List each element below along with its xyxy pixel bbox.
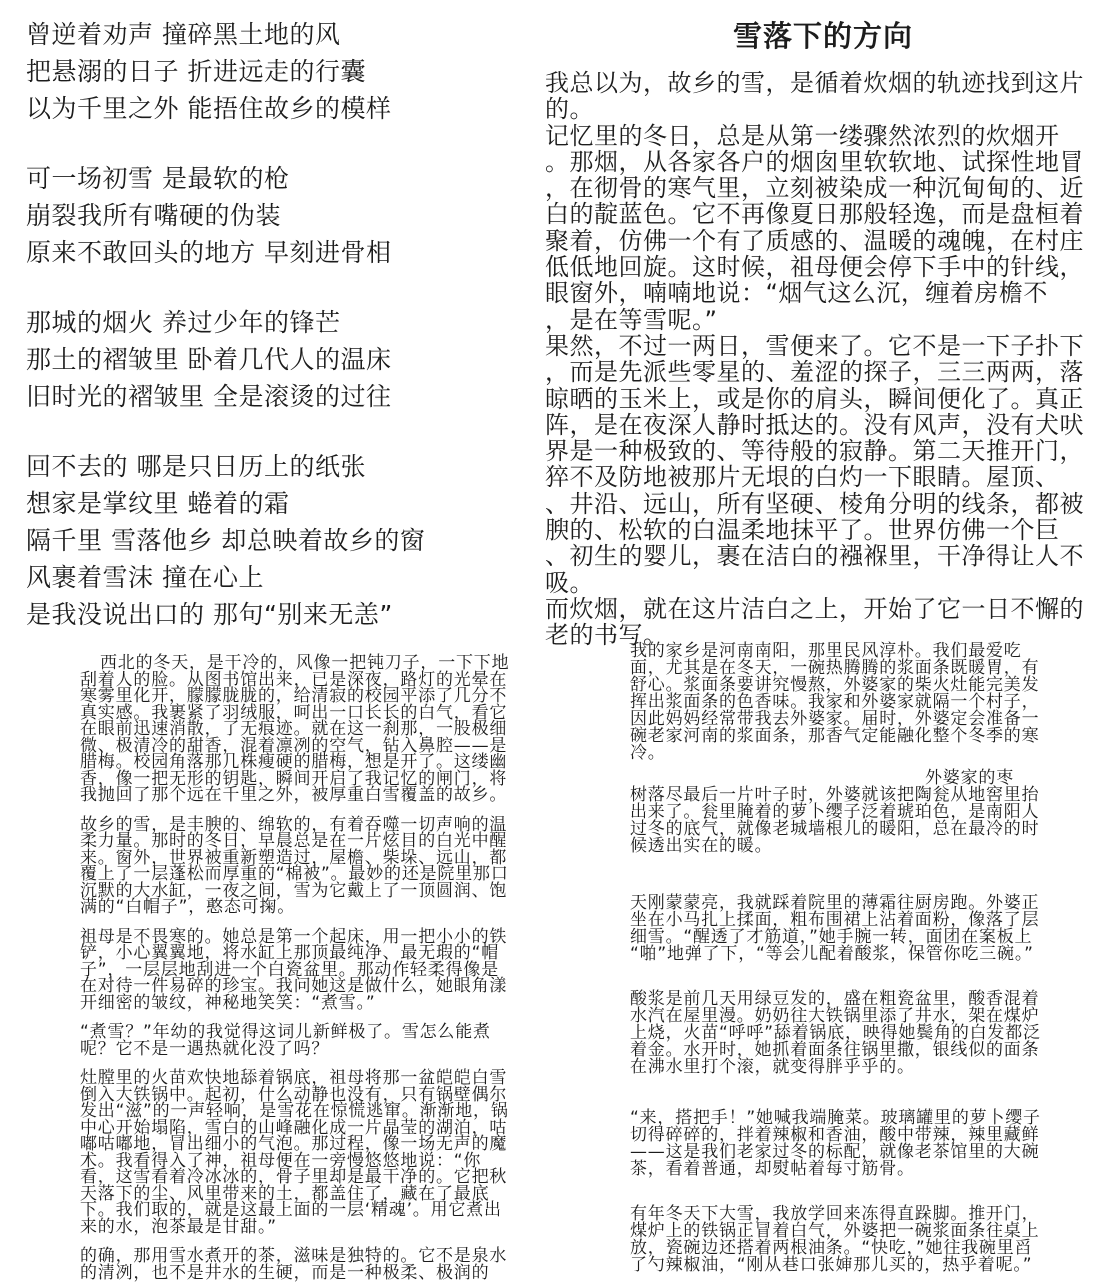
text-line: 细雪。“醒透了才筋道，”她手腕一转，面团在案板上 [630,926,1033,947]
text-line: 发出“滋”的一声轻响，是雪花在惊慌逃窜。渐渐地，锅 [80,1101,509,1121]
text-line: 的。 [545,95,594,124]
text-line: “煮雪？”年幼的我觉得这词儿新鲜极了。雪怎么能煮 [80,1022,491,1042]
text-line: 出来了。瓮里腌着的萝卜缨子泛着琥珀色，是南阳人 [630,801,1040,822]
text-line: 切得碎碎的，拌着辣椒和香油，酸中带辣，辣里藏鲜 [630,1124,1040,1145]
text-line: 上烧，火苗“呼呼”舔着锅底，映得她鬓角的白发都泛 [630,1022,1041,1043]
text-line: 老的书写。 [545,621,668,650]
text-line: 阵，是在夜深人静时抵达的。没有风声，没有犬吠 [545,410,1084,439]
text-line: 寒雾里化开，朦朦胧胧的，给清寂的校园平添了几分不 [80,686,508,706]
text-line: 术。我看得入了神，祖母便在一旁慢悠悠地说：“你 [80,1150,482,1171]
text-line: ——这是我们老家过冬的标配，就像老茶馆里的大碗 [630,1141,1040,1162]
text-line: 香，像一把无形的钥匙，瞬间开启了我记忆的闸门，将 [80,768,508,789]
text-line: 树落尽最后一片叶子时，外婆就该把陶瓮从地窖里抬 [630,784,1040,805]
text-line: 候透出实在的暖。 [630,835,773,856]
text-line: 满的“白帽子”，憨态可掬。 [80,897,296,917]
paragraph [80,1248,516,1281]
text-line: 中心开始塌陷，雪白的山峰融化成一片晶莹的湖泊，咕 [80,1117,508,1138]
text-line: 微、极清冷的甜香，混着凛冽的空气，钻入鼻腔——是 [80,735,508,756]
text-line: 坐在小马扎上揉面，粗布围裙上沾着面粉，像落了层 [630,909,1040,930]
text-line: 开细密的皱纹，神秘地笑笑：“煮雪。” [80,992,376,1013]
text-line: 嘟咕嘟地，冒出细小的气泡。那过程，像一场无声的魔 [80,1134,508,1154]
text-line: 沉默的大水缸，一夜之间，雪为它戴上了一顶圆润、饱 [80,880,508,901]
text-line: 柔力量。那时的冬日，早晨总是在一片炫目的白光中醒 [80,831,508,851]
poem-line: 把悬溺的日子 折进远走的行囊 [26,57,366,86]
text-line: 酸浆是前几天用绿豆发的，盛在粗瓷盆里，酸香混着 [630,988,1040,1009]
text-line: 有年冬天下大雪，我放学回来冻得直跺脚。推开门， [630,1203,1040,1224]
text-line: 挥出浆面条的色香味。我家和外婆家就隔一个村子， [630,691,1040,712]
text-line: 我抛回了那个远在千里之外，被厚重白雪覆盖的故乡。 [80,785,508,805]
text-line: 腴的、松软的白温柔地抹平了。世界仿佛一个巨 [545,516,1060,545]
text-line: 、井沿、远山，所有坚硬、棱角分明的线条，都被 [545,489,1084,518]
text-line: 过冬的底气，就像老城墙根儿的暖阳，总在最冷的时 [630,818,1040,839]
paragraph [630,892,1055,964]
poem-line: 崩裂我所有嘴硬的伪装 [26,201,282,230]
text-line: 外婆家的枣 [925,767,1014,788]
poem-line: 隔千里 雪落他乡 却总映着故乡的窗 [26,526,426,555]
text-line: ，是在等雪呢。” [545,305,718,334]
paragraph [80,1024,516,1057]
paragraph [630,1107,1055,1179]
poem-line: 旧时光的褶皱里 全是滚烫的过往 [26,382,392,411]
text-line: 煤炉上的铁锅正冒着白气，外婆把一碗浆面条往桌上 [630,1220,1040,1241]
text-line: 碗老家河南的浆面条，那香气定能融化整个冬季的寒 [630,725,1040,746]
paragraph [630,640,1055,763]
paragraph [80,1070,516,1235]
text-line: 倒入大铁锅中。起初，什么动静也没有，只有锅壁偶尔 [80,1084,508,1105]
poem-line: 回不去的 哪是只日历上的纸张 [26,452,366,481]
text-line: 腊梅。校园角落那几株瘦硬的腊梅，想是开了。这缕幽 [80,752,508,772]
paragraph [80,926,516,1013]
text-line: ，在彻骨的寒气里，立刻被染成一种沉甸甸的、近 [545,174,1084,203]
text-line: 在眼前迅速消散，了无痕迹。就在这一刹那，一股极细 [80,719,508,739]
text-line: 的清冽，也不是井水的生硬，而是一种极柔、极润的 [80,1262,490,1283]
text-line: 我总以为，故乡的雪，是循着炊烟的轨迹找到这片 [545,69,1084,97]
text-line: 在沸水里打个滚，就变得胖乎乎的。 [630,1056,915,1077]
text-line: 聚着，仿佛一个有了质感的、温暖的魂魄，在村庄 [545,226,1084,255]
text-line: 晾晒的玉米上，或是你的肩头，瞬间便化了。真正 [545,384,1084,413]
text-line: 面，尤其是在冬天，一碗热腾腾的浆面条既暖胃，有 [630,657,1040,678]
text-line: 、初生的婴儿，裹在洁白的襁褓里，干净得让人不 [545,542,1084,571]
text-line: 刮着人的脸。从图书馆出来，已是深夜，路灯的光晕在 [80,669,508,690]
poem-line: 是我没说出口的 那句“别来无恙” [26,600,393,629]
text-line: 了勺辣椒油，“刚从巷口张婶那儿买的，热乎着呢。” [630,1254,1033,1275]
poem-line: 风裹着雪沫 撞在心上 [26,563,264,592]
text-line: 覆上了一层蓬松而厚重的“棉被”。最妙的还是院里那口 [80,864,509,884]
text-line: 吸。 [545,568,594,597]
paragraph [80,814,516,917]
text-line: 灶膛里的火苗欢快地舔着锅底，祖母将那一盆皑皑白雪 [80,1068,508,1088]
text-line: 西北的冬天，是干冷的，风像一把钝刀子，一下下地 [100,653,510,673]
text-line: 因此妈妈经常带我去外婆家。届时，外婆定会准备一 [630,708,1040,729]
paragraph [80,655,516,804]
poem-line: 曾逆着劝声 撞碎黑土地的风 [26,20,341,49]
poem-line: 那土的褶皱里 卧着几代人的温床 [26,345,392,374]
text-line: 放，瓷碗边还搭着两根油条。“快吃，”她往我碗里舀 [630,1237,1033,1258]
text-line: 着金。水开时，她抓着面条往锅里撒，银线似的面条 [630,1039,1040,1060]
poem-stanza [26,304,425,415]
poem-stanza [26,16,425,127]
poem-line: 以为千里之外 能捂住故乡的模样 [26,94,392,123]
poem-stanza [26,448,425,633]
text-line: 界是一种极致的、等待般的寂静。第二天推开门， [545,437,1084,466]
right-column [545,16,1104,1274]
text-line: 看，这雪看着冷冰冰的，骨子里却是最干净的。它把秋 [80,1167,508,1187]
poem [26,16,425,633]
paragraph [630,767,1055,856]
left-essay [80,655,516,1281]
text-line: 来。窗外，世界被重新塑造过，屋檐、柴垛、远山，都 [80,847,508,868]
text-line: 呢？它不是一遇热就化没了吗？ [80,1038,330,1059]
text-line: 下。我们取的，就是这最上面的一层‘精魂’。用它煮出 [80,1200,502,1220]
text-line: 舒心。浆面条要讲究慢熬，外婆家的柴火灶能完美发 [630,674,1040,695]
poem-line: 想家是掌纹里 蜷着的霜 [26,489,290,518]
text-line: 茶，看着普通，却熨帖着每寸筋骨。 [630,1158,915,1179]
poem-line: 那城的烟火 养过少年的锋芒 [26,308,341,337]
text-line: 。那烟，从各家各户的烟囱里软软地、试探性地冒 [545,147,1084,176]
poem-line: 原来不敢回头的地方 早刻进骨相 [26,238,392,267]
text-line: 故乡的雪，是丰腴的、绵软的，有着吞噬一切声响的温 [80,814,508,835]
text-line: 我的家乡是河南南阳，那里民风淳朴。我们最爱吃 [630,640,1022,661]
text-line: 子”，一层层地刮进一个白瓷盆里。那动作轻柔得像是 [80,959,500,980]
text-line: 猝不及防地被那片无垠的白灼一下眼睛。屋顶、 [545,463,1060,492]
text-line: 而炊烟，就在这片洁白之上，开始了它一日不懈的 [545,594,1084,623]
poem-line: 可一场初雪 是最软的枪 [26,164,290,193]
essay-title: 雪落下的方向 [732,19,913,53]
text-line: 祖母是不畏寒的。她总是第一个起床，用一把小小的铁 [80,926,508,947]
text-line: 天落下的尘、风里带来的土，都盖住了，藏在了最底 [80,1183,490,1204]
text-line: 低低地回旋。这时候，祖母便会停下手中的针线， [545,253,1084,282]
text-line: 天刚蒙蒙亮，我就踩着院里的薄霜往厨房跑。外婆正 [630,892,1040,913]
right-main-text [545,70,1104,649]
text-line: “来，搭把手！”她喊我端腌菜。玻璃罐里的萝卜缨子 [630,1107,1041,1128]
text-line: 冷。 [630,742,666,763]
text-line: 来的水，泡茶最是甘甜。” [80,1216,277,1237]
paragraph [630,988,1055,1077]
text-line: 记忆里的冬日，总是从第一缕骤然浓烈的炊烟开 [545,121,1060,150]
text-line: 真实感。我裹紧了羽绒服，呵出一口长长的白气，看它 [80,702,508,723]
text-line: ，而是先派些零星的、羞涩的探子，三三两两，落 [545,358,1084,387]
text-line: 铲，小心翼翼地，将水缸上那顶最纯净、最无瑕的“帽 [80,943,500,963]
text-line: 水汽在屋里漫。奶奶往大铁锅里添了井水，架在煤炉 [630,1005,1040,1026]
text-line: 在对待一件易碎的珍宝。我问她这是做什么，她眼角漾 [80,976,508,996]
text-line: “啪”地弹了下，“等会儿配着酸浆，保管你吃三碗。” [630,943,1034,964]
right-essay [630,640,1055,1275]
text-line: 的确，那用雪水煮开的茶，滋味是独特的。它不是泉水 [80,1246,508,1266]
text-line: 白的靛蓝色。它不再像夏日那般轻逸，而是盘桓着 [545,200,1084,229]
paragraph [630,1203,1055,1275]
text-line: 眼窗外，喃喃地说：“烟气这么沉，缠着房檐不 [545,279,1048,308]
text-line: 果然，不过一两日，雪便来了。它不是一下子扑下 [545,331,1084,360]
poem-stanza [26,160,425,271]
